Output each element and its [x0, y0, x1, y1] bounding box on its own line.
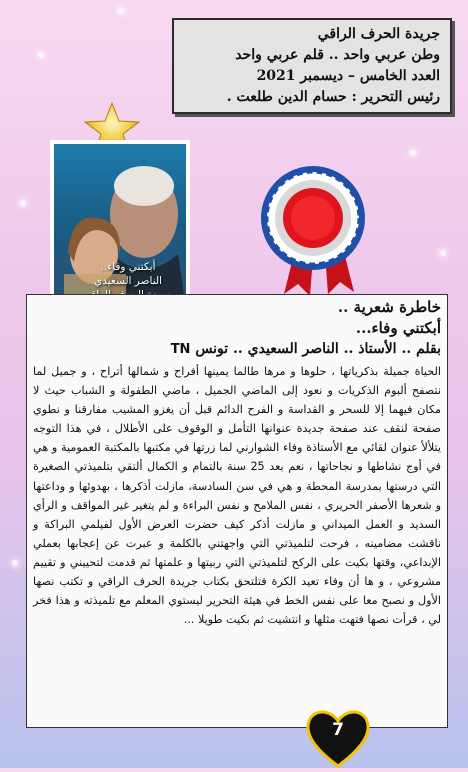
article-box	[26, 294, 448, 728]
byline-text: بقلم .. الأستاذ .. الناصر السعيدي .. تونس	[195, 341, 441, 357]
author-photo-card	[50, 140, 190, 312]
article-genre: خاطرة شعرية ..	[337, 298, 441, 316]
page-number-badge	[303, 706, 373, 768]
newspaper-header-box	[172, 18, 452, 114]
editor-in-chief: رئيس التحرير : حسام الدين طلعت .	[226, 89, 440, 105]
newspaper-name: جريدة الحرف الراقي	[317, 26, 440, 42]
article-body: الحياة جميلة بذكرياتها ، حلوها و مرها طالما يمينها أفراح و شمالها أتراح ، و جميل لما نتصفح ألبوم الذكريات و نعود إلى الماضي الجميل ، ماضي الطفولة و الشباب حيث لا مكان فيهما إلا للسحر و القداسة و الفرح الدائم قبل أن يغزو المشيب مفارقنا و نطوي صفحة لنقف عند صفحة جديدة عنوانها التأمل و الوقوف على الأطلال ، في هذا التوجه يتلألأ عنوان لقائي مع الأستاذة وفاء الشوارني لما زرتها في مكتبها بالمكتبة العمومية و هي في أوج نشاطها و نجاحاتها ، نعم بعد 25 سنة بالتمام و الكمال ألتقي بتلميذتي الصغيرة التي درستها بمدرسة المحطة و هي في سن السادسة، مازلت أذكرها ، بهدوئها و وداعتها و شعرها الأصفر الحريري ، نفس الملامح و نفس البراءة و لم يتغير غير المواقف و الرأي السديد و العمل الميداني و مازلت أذكر كيف حضرت العرض الأول لفيلمي البراكة و ناقشت مضامينه ، فرحت لتلميذتي التي واجهتني بالكلمة و عبرت عن إعجابها بعملي الإبداعي، وقتها بكيت على الركح لتلميذتي التي ربيتها و علمتها ثم قدمت لتحييني و تقييم مشروعي ، و ها أن وفاء تعيد الكرة فتلتحق بكتاب جريدة الحرف الراقي و تكتب نصها الأول و نصبح معا على نفس الخط في هيئة التحرير ليستوي المعلم مع تلميذته و هذا فخر لي ، قرأت نصها فتهت مثلها و انتشيت ثم بكيت طويلا ...	[33, 365, 441, 627]
photo-caption-line: أبكتني وفاء..	[100, 261, 156, 273]
page-number: 7	[332, 720, 344, 740]
article-byline	[33, 339, 441, 360]
photo-caption-line: الناصر السعيدي	[94, 275, 162, 287]
issue-info: العدد الخامس – ديسمبر 2021	[256, 68, 440, 84]
newspaper-slogan: وطن عربي واحد .. قلم عربي واحد	[235, 47, 440, 63]
article-title: أبكتني وفاء...	[355, 319, 441, 337]
rosette-ribbon-icon	[254, 160, 372, 300]
country-code: TN	[170, 342, 191, 357]
